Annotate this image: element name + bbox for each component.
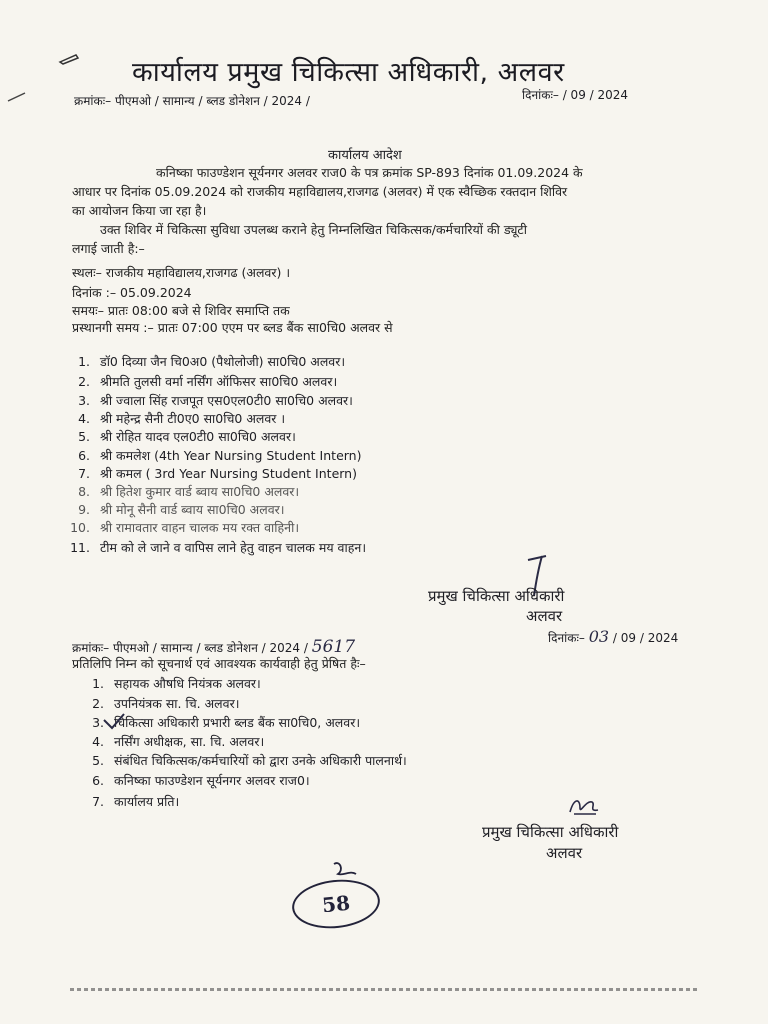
staff-text: श्री हितेश कुमार वार्ड ब्वाय सा0चि0 अलवर। bbox=[100, 484, 300, 499]
recipient-text: कनिष्का फाउण्डेशन सूर्यनगर अलवर राज0। bbox=[114, 773, 310, 788]
recipient-item bbox=[80, 752, 407, 769]
staff-number: 2. bbox=[78, 374, 90, 389]
recipient-text: उपनियंत्रक सा. चि. अलवर। bbox=[114, 696, 240, 711]
camp-date: दिनांक :– 05.09.2024 bbox=[72, 285, 192, 300]
copy-date-prefix: दिनांकः– bbox=[548, 631, 585, 645]
staff-number: 4. bbox=[78, 411, 90, 426]
paragraph-line: लगाई जाती है:– bbox=[72, 241, 145, 256]
recipient-item bbox=[80, 695, 239, 712]
signature-title: प्रमुख चिकित्सा अधिकारी bbox=[428, 587, 565, 605]
staff-number: 7. bbox=[78, 466, 90, 481]
recipient-text: कार्यालय प्रति। bbox=[114, 794, 180, 809]
staff-text: श्री महेन्द्र सैनी टी0ए0 सा0चि0 अलवर । bbox=[100, 411, 286, 426]
staff-number: 9. bbox=[78, 502, 90, 517]
handwritten-dispatch-number: 5617 bbox=[311, 637, 356, 657]
departure-time: प्रस्थानगी समय :– प्रातः 07:00 एएम पर ब्लड बैंक सा0चि0 अलवर से bbox=[72, 320, 393, 335]
signature-mark bbox=[566, 794, 602, 818]
staff-number: 6. bbox=[78, 448, 90, 463]
recipient-item bbox=[80, 675, 261, 692]
staff-item bbox=[66, 410, 285, 427]
recipient-item bbox=[80, 772, 310, 789]
recipient-number: 7. bbox=[92, 794, 104, 809]
paragraph-line: का आयोजन किया जा रहा है। bbox=[72, 203, 207, 218]
camp-place: स्थलः– राजकीय महाविद्यालय,राजगढ (अलवर) । bbox=[72, 265, 291, 280]
order-heading: कार्यालय आदेश bbox=[328, 148, 402, 163]
staff-number: 8. bbox=[78, 484, 90, 499]
staff-number: 1. bbox=[78, 354, 90, 369]
staff-item bbox=[66, 465, 357, 482]
staff-text: श्री मोनू सैनी वार्ड ब्वाय सा0चि0 अलवर। bbox=[100, 502, 285, 517]
handwritten-date: 03 bbox=[588, 627, 610, 646]
staff-number: 11. bbox=[70, 540, 90, 555]
recipient-text: सहायक औषधि नियंत्रक अलवर। bbox=[114, 676, 261, 691]
staff-item bbox=[66, 447, 361, 464]
recipient-number: 1. bbox=[92, 676, 104, 691]
recipient-item bbox=[80, 793, 179, 810]
reference-number: क्रमांकः– पीएमओ / सामान्य / ब्लड डोनेशन / 2024 / bbox=[74, 94, 310, 108]
staff-text: डॉ0 दिव्या जैन चि0अ0 (पैथोलोजी) सा0चि0 अलवर। bbox=[100, 354, 346, 369]
staff-item bbox=[66, 483, 299, 500]
pin-mark-icon bbox=[58, 52, 80, 66]
recipient-number: 6. bbox=[92, 773, 104, 788]
stamp-check-mark bbox=[330, 860, 360, 880]
recipient-item bbox=[80, 733, 264, 750]
office-title: कार्यालय प्रमुख चिकित्सा अधिकारी, अलवर bbox=[132, 57, 565, 88]
paragraph-line: उक्त शिविर में चिकित्सा सुविधा उपलब्ध कराने हेतु निम्नलिखित चिकित्सक/कर्मचारियों की ड्यूटी bbox=[100, 222, 527, 237]
staff-text: श्री ज्वाला सिंह राजपूत एस0एल0टी0 सा0चि0 अलवर। bbox=[100, 393, 353, 408]
paragraph-line: आधार पर दिनांक 05.09.2024 को राजकीय महाविद्यालय,राजगढ (अलवर) में एक स्वैच्छिक रक्तदान शिविर bbox=[72, 184, 568, 199]
staff-item bbox=[66, 539, 366, 556]
tick-mark-icon bbox=[102, 712, 126, 732]
staff-text: टीम को ले जाने व वापिस लाने हेतु वाहन चालक मय वाहन। bbox=[100, 540, 367, 555]
staff-text: श्री रामावतार वाहन चालक मय रक्त वाहिनी। bbox=[100, 520, 300, 535]
signature-place: अलवर bbox=[526, 607, 563, 625]
order-date: दिनांकः– / 09 / 2024 bbox=[522, 88, 629, 102]
staff-item bbox=[66, 501, 285, 518]
staff-number: 3. bbox=[78, 393, 90, 408]
recipient-text: नर्सिंग अधीक्षक, सा. चि. अलवर। bbox=[114, 734, 265, 749]
recipient-number: 3. bbox=[92, 715, 104, 730]
copy-date-suffix: / 09 / 2024 bbox=[612, 631, 679, 645]
recipient-text: संबंधित चिकित्सक/कर्मचारियों को द्वारा उनके अधिकारी पालनार्थ। bbox=[114, 753, 407, 768]
staff-text: श्री कमलेश (4th Year Nursing Student Intern) bbox=[100, 448, 362, 463]
staff-item bbox=[66, 428, 296, 445]
staff-item bbox=[66, 392, 353, 409]
staff-text: श्रीमति तुलसी वर्मा नर्सिंग ऑफिसर सा0चि0 अलवर। bbox=[100, 374, 338, 389]
staff-number: 5. bbox=[78, 429, 90, 444]
recipient-number: 2. bbox=[92, 696, 104, 711]
staff-text: श्री रोहित यादव एल0टी0 सा0चि0 अलवर। bbox=[100, 429, 296, 444]
copy-intro: प्रतिलिपि निम्न को सूचनार्थ एवं आवश्यक कार्यवाही हेतु प्रेषित हैः– bbox=[72, 656, 366, 671]
pin-mark-icon bbox=[6, 90, 28, 104]
recipient-text: चिकित्सा अधिकारी प्रभारी ब्लड बैंक सा0चि0, अलवर। bbox=[114, 715, 361, 730]
camp-time: समयः– प्रातः 08:00 बजे से शिविर समाप्ति तक bbox=[72, 303, 290, 318]
copy-date bbox=[548, 627, 678, 646]
staff-item bbox=[66, 519, 299, 536]
copy-ref-text: क्रमांकः– पीएमओ / सामान्य / ब्लड डोनेशन / 2024 / bbox=[72, 641, 308, 655]
staff-text: श्री कमल ( 3rd Year Nursing Student Intern) bbox=[100, 466, 357, 481]
signature-title: प्रमुख चिकित्सा अधिकारी bbox=[482, 823, 619, 841]
circled-page-number: 58 bbox=[290, 876, 383, 933]
staff-item bbox=[66, 373, 337, 390]
recipient-number: 4. bbox=[92, 734, 104, 749]
recipient-number: 5. bbox=[92, 753, 104, 768]
signature-place: अलवर bbox=[546, 844, 583, 862]
paragraph-line: कनिष्का फाउण्डेशन सूर्यनगर अलवर राज0 के पत्र क्रमांक SP-893 दिनांक 01.09.2024 के bbox=[156, 165, 583, 180]
staff-number: 10. bbox=[70, 520, 90, 535]
staff-item bbox=[66, 353, 345, 370]
divider bbox=[70, 988, 698, 991]
